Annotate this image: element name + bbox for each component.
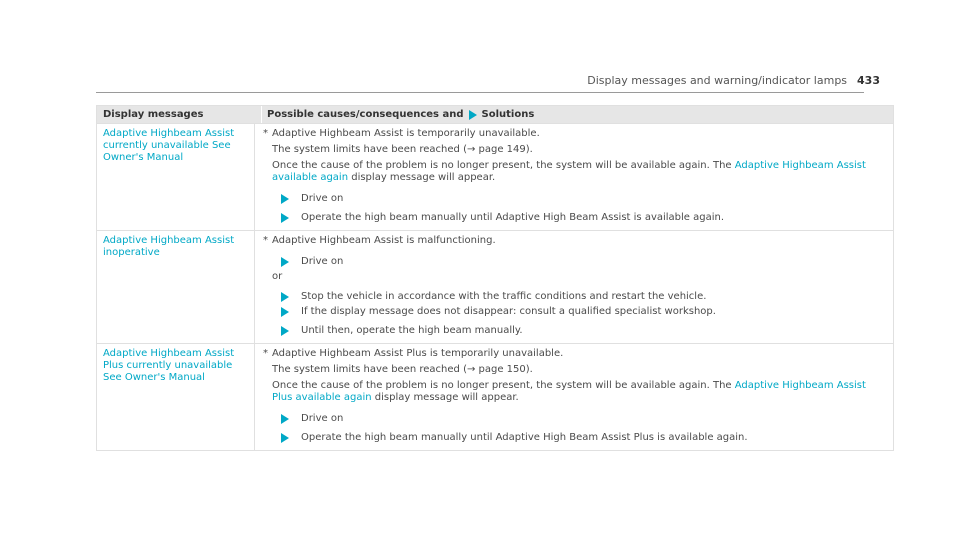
message-reference: Adaptive Highbeam Assist Plus available again (272, 380, 866, 403)
step-item: Operate the high beam manually until Adaptive High Beam Assist Plus is available again. (263, 432, 885, 444)
play-arrow-icon (281, 213, 289, 223)
asterisk: * (263, 128, 268, 139)
step-item: Operate the high beam manually until Adaptive High Beam Assist is available again. (263, 212, 885, 224)
header-rule (96, 92, 864, 93)
header-solutions-label: Solutions (481, 109, 535, 120)
display-message: Adaptive Highbeam Assist inoperative (97, 231, 255, 343)
once-text: Once the cause of the problem is no longer present, the system will be available again. The Adaptive Highbeam Assist Plus available again display message will appear. (272, 380, 866, 403)
step-item: If the display message does not disappear: consult a qualified specialist workshop. (263, 306, 885, 318)
causes-solutions (255, 231, 893, 343)
limits-text: The system limits have been reached (→ page 149). (272, 144, 533, 155)
running-head-title: Display messages and warning/indicator lamps (587, 74, 848, 87)
play-arrow-icon (281, 433, 289, 443)
step-item: Drive on (263, 413, 885, 425)
display-messages-table (96, 105, 894, 451)
table-row (97, 123, 893, 230)
display-message: Adaptive Highbeam Assist currently unavailable See Owner's Manual (97, 124, 255, 230)
cause-item (263, 348, 885, 413)
table-row (97, 230, 893, 343)
asterisk: * (263, 235, 268, 246)
play-arrow-icon (281, 414, 289, 424)
header-causes-label: Possible causes/consequences and (267, 109, 464, 120)
message-reference: Adaptive Highbeam Assist available again (272, 160, 866, 183)
step-item: Drive on (263, 193, 885, 205)
limits-text: The system limits have been reached (→ page 150). (272, 364, 533, 375)
display-message: Adaptive Highbeam Assist Plus currently unavailable See Owner's Manual (97, 344, 255, 450)
page-number: 433 (857, 74, 880, 87)
cause-item (263, 235, 885, 256)
causes-solutions (255, 124, 893, 230)
step-item: Drive on (263, 256, 885, 268)
play-arrow-icon (281, 326, 289, 336)
cause-text: Adaptive Highbeam Assist Plus is temporarily unavailable. (272, 348, 564, 359)
causes-solutions (255, 344, 893, 450)
cause-text: Adaptive Highbeam Assist is temporarily unavailable. (272, 128, 540, 139)
play-arrow-icon (281, 194, 289, 204)
or-text: or (272, 271, 283, 282)
cause-item (263, 128, 885, 193)
once-text: Once the cause of the problem is no longer present, the system will be available again. The Adaptive Highbeam Assist available again display message will appear. (272, 160, 866, 183)
running-head (587, 74, 880, 87)
step-item: Stop the vehicle in accordance with the traffic conditions and restart the vehicle. (263, 291, 885, 303)
play-arrow-icon (281, 307, 289, 317)
play-arrow-icon (281, 292, 289, 302)
header-causes-solutions (261, 106, 893, 123)
table-header (97, 106, 893, 123)
play-arrow-icon (469, 110, 477, 120)
play-arrow-icon (281, 257, 289, 267)
cause-text: Adaptive Highbeam Assist is malfunctioning. (272, 235, 496, 246)
table-row (97, 343, 893, 450)
step-item: Until then, operate the high beam manually. (263, 325, 885, 337)
asterisk: * (263, 348, 268, 359)
header-display-messages: Display messages (103, 109, 204, 120)
